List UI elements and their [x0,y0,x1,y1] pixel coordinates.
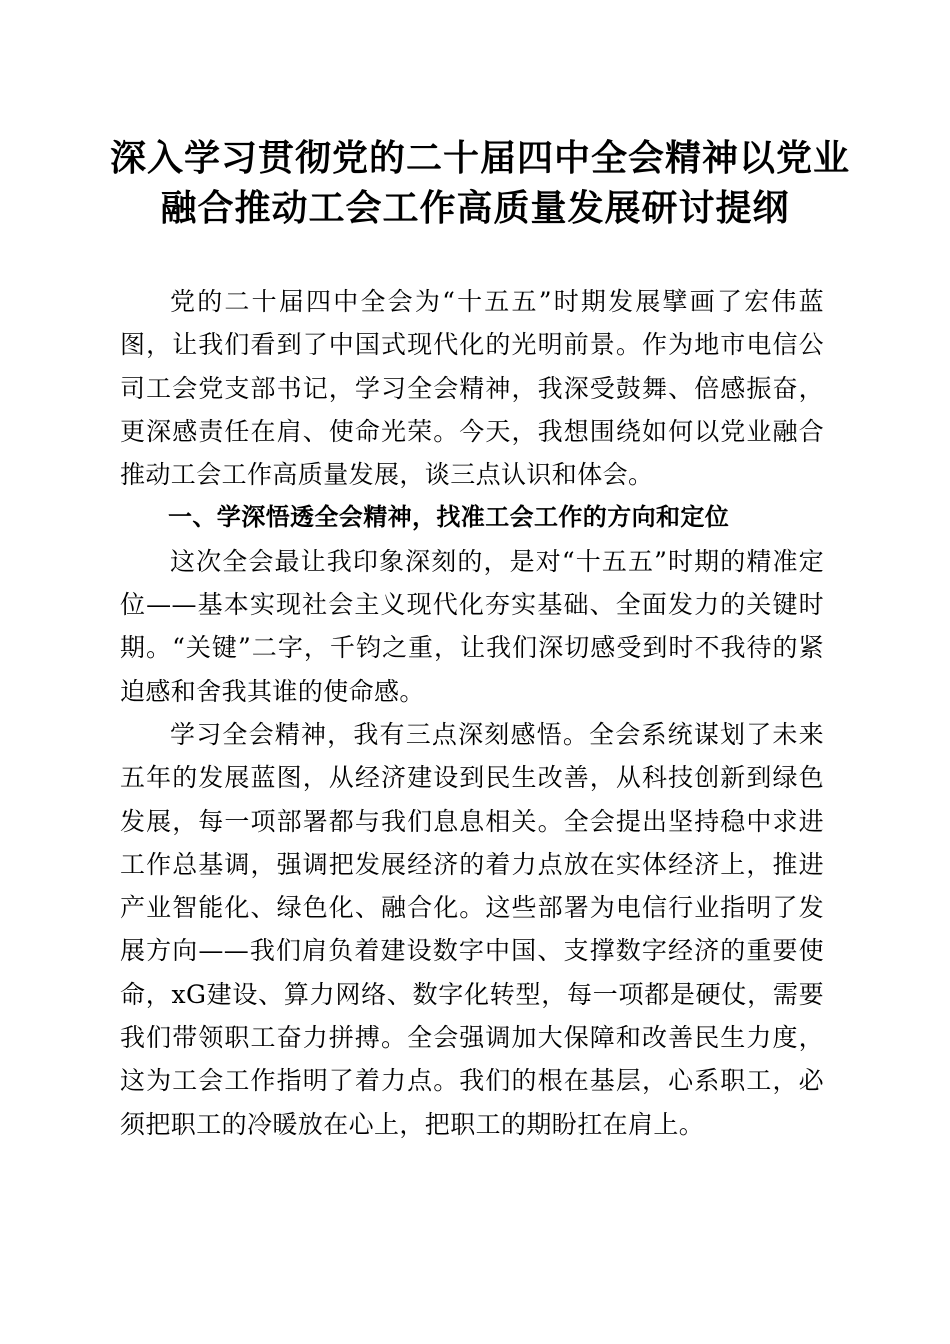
title-line-1: 深入学习贯彻党的二十届四中全会精神以党业 [110,137,851,179]
document-title [110,133,851,233]
body-paragraph-1: 这次全会最让我印象深刻的，是对“十五五”时期的精准定位——基本实现社会主义现代化夯实基础、全面发力的关键时期。“关键”二字，千钧之重，让我们深切感受到时不我待的紧迫感和舍我其谁的使命感。 [120,546,824,706]
document-body [120,280,824,1146]
section-heading-1: 一、学深悟透全会精神，找准工会工作的方向和定位 [168,503,730,532]
intro-paragraph: 党的二十届四中全会为“十五五”时期发展擘画了宏伟蓝图，让我们看到了中国式现代化的光明前景。作为地市电信公司工会党支部书记，学习全会精神，我深受鼓舞、倍感振奋，更深感责任在肩、使命光荣。今天，我想围绕如何以党业融合推动工会工作高质量发展，谈三点认识和体会。 [120,287,824,490]
body-paragraph-2: 学习全会精神，我有三点深刻感悟。全会系统谋划了未来五年的发展蓝图，从经济建设到民生改善，从科技创新到绿色发展，每一项部署都与我们息息相关。全会提出坚持稳中求进工作总基调，强调把发展经济的着力点放在实体经济上，推进产业智能化、绿色化、融合化。这些部署为电信行业指明了发展方向——我们肩负着建设数字中国、支撑数字经济的重要使命，xG建设、算力网络、数字化转型，每一项都是硬仗，需要我们带领职工奋力拼搏。全会强调加大保障和改善民生力度，这为工会工作指明了着力点。我们的根在基层，心系职工，必须把职工的冷暖放在心上，把职工的期盼扛在肩上。 [120,719,824,1139]
title-line-2: 融合推动工会工作高质量发展研讨提纲 [160,187,790,229]
